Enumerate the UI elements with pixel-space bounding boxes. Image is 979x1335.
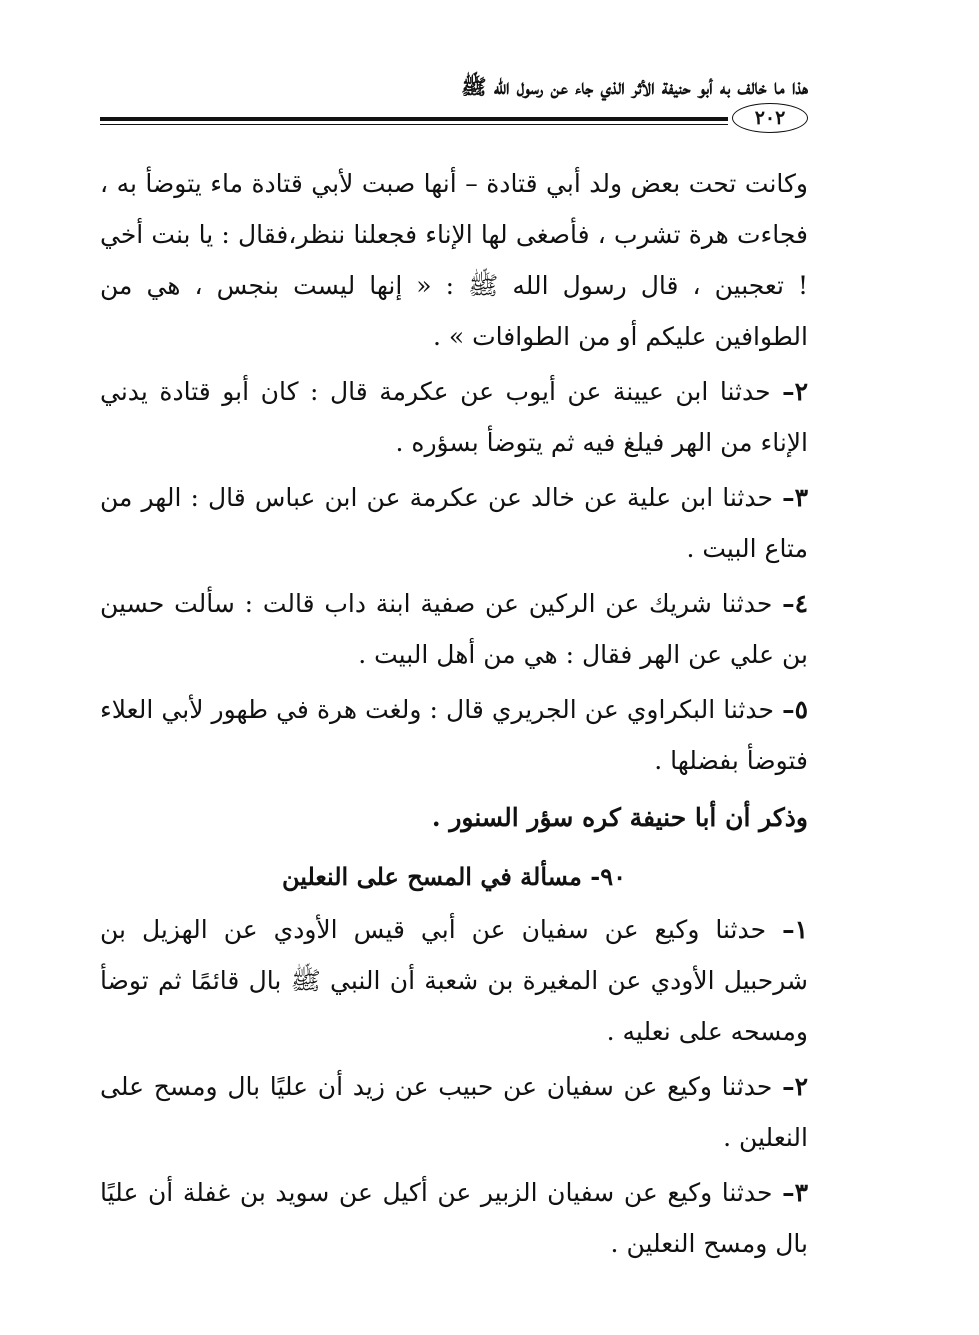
section-hadith-2	[100, 1061, 808, 1163]
hadith-number: ٣–	[782, 1178, 808, 1207]
paragraph-continuation: وكانت تحت بعض ولد أبي قتادة – أنها صبت لأبي قتادة ماء يتوضأ به ، فجاءت هرة تشرب ، فأصغى لها الإناء فجعلنا ننظر،فقال : يا بنت أخي ! تعجبين ، قال رسول الله ﷺ : « إنها ليست بنجس ، هي من الطوافين عليكم أو من الطوافات » .	[100, 169, 808, 351]
section-heading: ٩٠- مسألة في المسح على النعلين	[281, 862, 627, 891]
hadith-text: حدثنا وكيع عن سفيان عن حبيب عن زيد أن عليًا بال ومسح على النعلين .	[100, 1072, 808, 1152]
section-hadith-1	[100, 904, 808, 1057]
hadith-text: حدثنا وكيع عن سفيان عن أبي قيس الأودي عن الهزيل بن شرحبيل الأودي عن المغيرة بن شعبة أن النبي ﷺ بال قائمًا ثم توضأ ومسحه على نعليه .	[100, 915, 808, 1046]
hadith-number: ٤–	[782, 589, 808, 618]
hadith-2	[100, 366, 808, 468]
header-rule-thin	[100, 124, 728, 125]
hadith-5	[100, 684, 808, 786]
page-body	[100, 158, 808, 1273]
hadith-number: ٢–	[782, 377, 808, 406]
running-head: هذا ما خالف به أبو حنيفة الأثر الذي جاء عن رسول الله ﷺ	[461, 74, 808, 99]
abu-hanifa-note: وذكر أن أبا حنيفة كره سؤر السنور .	[431, 803, 808, 832]
hadith-number: ٥–	[782, 695, 808, 724]
hadith-text: حدثنا شريك عن الركين عن صفية ابنة داب قالت : سألت حسين بن علي عن الهر فقال : هي من أهل البيت .	[100, 589, 808, 669]
hadith-text: حدثنا ابن عيينة عن أيوب عن عكرمة قال : كان أبو قتادة يدني الإناء من الهر فيلغ فيه ثم يتوضأ بسؤره .	[100, 377, 808, 457]
hadith-number: ٣–	[782, 483, 808, 512]
hadith-number: ١–	[782, 915, 808, 944]
page-number: ٢٠٢	[732, 103, 808, 133]
header-rule-thick	[100, 117, 728, 121]
hadith-4	[100, 578, 808, 680]
hadith-text: حدثنا ابن علية عن خالد عن عكرمة عن ابن عباس قال : الهر من متاع البيت .	[100, 483, 808, 563]
hadith-text: حدثنا البكراوي عن الجريري قال : ولغت هرة في طهور لأبي العلاء فتوضأ بفضلها .	[100, 695, 808, 775]
section-hadith-3	[100, 1167, 808, 1269]
hadith-3	[100, 472, 808, 574]
hadith-number: ٢–	[782, 1072, 808, 1101]
hadith-text: حدثنا وكيع عن سفيان الزبير عن أكيل عن سويد بن غفلة أن عليًا بال ومسح النعلين .	[100, 1178, 808, 1258]
